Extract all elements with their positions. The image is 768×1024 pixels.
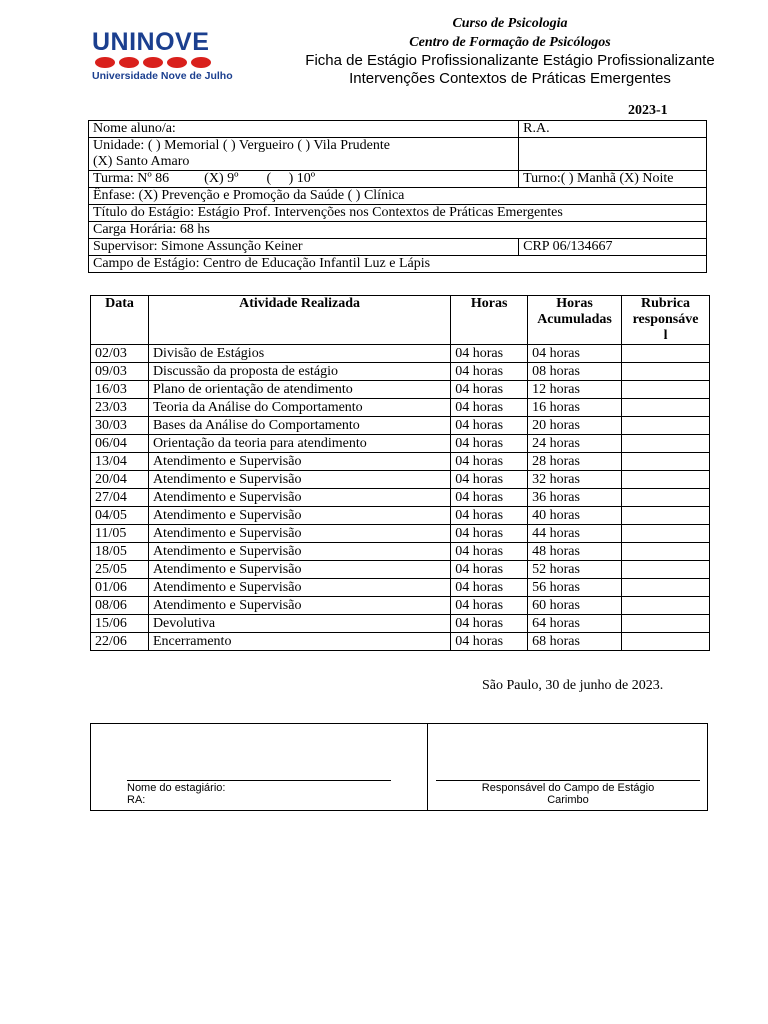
header-date: Data	[91, 296, 149, 345]
activity-cell-rubrica	[622, 417, 710, 435]
activity-cell-atividade: Discussão da proposta de estágio	[148, 363, 450, 381]
empty-cell	[519, 138, 707, 171]
activity-cell-acumuladas: 36 horas	[528, 489, 622, 507]
activity-cell-horas: 04 horas	[451, 507, 528, 525]
activity-cell-atividade: Orientação da teoria para atendimento	[148, 435, 450, 453]
activity-cell-data: 04/05	[91, 507, 149, 525]
logo-dot	[95, 57, 115, 68]
class-cell: Turma: Nº 86 (X) 9º ( ) 10º	[89, 171, 519, 188]
activity-cell-horas: 04 horas	[451, 399, 528, 417]
activity-row	[91, 543, 710, 561]
logo-wordmark: UNINOVE	[92, 28, 210, 56]
signature-box	[90, 723, 708, 811]
internship-title-cell: Título do Estágio: Estágio Prof. Intervenções nos Contextos de Práticas Emergentes	[89, 205, 707, 222]
activity-cell-atividade: Bases da Análise do Comportamento	[148, 417, 450, 435]
student-info-table	[88, 120, 707, 273]
unit-cell	[89, 138, 519, 171]
header-hours: Horas	[451, 296, 528, 345]
activity-cell-atividade: Atendimento e Supervisão	[148, 597, 450, 615]
activity-cell-acumuladas: 68 horas	[528, 633, 622, 651]
activity-cell-horas: 04 horas	[451, 543, 528, 561]
center-title: Centro de Formação de Psicólogos	[409, 35, 611, 50]
activity-cell-atividade: Atendimento e Supervisão	[148, 525, 450, 543]
header-signature: Rubrica responsáve l	[622, 296, 710, 345]
activity-cell-horas: 04 horas	[451, 561, 528, 579]
activity-cell-acumuladas: 44 horas	[528, 525, 622, 543]
unit-selected: (X) Santo Amaro	[93, 154, 190, 169]
activity-cell-rubrica	[622, 363, 710, 381]
activity-cell-rubrica	[622, 543, 710, 561]
uninove-logo	[92, 28, 233, 82]
activity-cell-acumuladas: 48 horas	[528, 543, 622, 561]
unit-options: Unidade: ( ) Memorial ( ) Vergueiro ( ) Vila Prudente	[93, 138, 390, 153]
activity-cell-data: 08/06	[91, 597, 149, 615]
activity-cell-data: 09/03	[91, 363, 149, 381]
activity-row	[91, 633, 710, 651]
activity-row	[91, 507, 710, 525]
activity-cell-horas: 04 horas	[451, 435, 528, 453]
activity-cell-rubrica	[622, 435, 710, 453]
activity-cell-horas: 04 horas	[451, 633, 528, 651]
activity-cell-rubrica	[622, 381, 710, 399]
course-title: Curso de Psicologia	[452, 16, 568, 31]
activity-row	[91, 399, 710, 417]
activity-cell-data: 16/03	[91, 381, 149, 399]
activity-cell-atividade: Atendimento e Supervisão	[148, 471, 450, 489]
activity-cell-data: 01/06	[91, 579, 149, 597]
activity-row	[91, 417, 710, 435]
activity-cell-rubrica	[622, 561, 710, 579]
activity-cell-horas: 04 horas	[451, 471, 528, 489]
activity-cell-atividade: Teoria da Análise do Comportamento	[148, 399, 450, 417]
student-name-cell: Nome aluno/a:	[89, 121, 519, 138]
activity-cell-data: 23/03	[91, 399, 149, 417]
activity-cell-rubrica	[622, 507, 710, 525]
activity-header-row	[91, 296, 710, 345]
activity-cell-rubrica	[622, 579, 710, 597]
activity-cell-horas: 04 horas	[451, 579, 528, 597]
activity-table	[90, 295, 710, 651]
activity-cell-atividade: Devolutiva	[148, 615, 450, 633]
info-row	[89, 188, 707, 205]
activity-cell-rubrica	[622, 597, 710, 615]
activity-cell-acumuladas: 28 horas	[528, 453, 622, 471]
activity-cell-horas: 04 horas	[451, 417, 528, 435]
info-row	[89, 222, 707, 239]
logo-dots	[95, 57, 222, 68]
activity-cell-data: 18/05	[91, 543, 149, 561]
header-activity: Atividade Realizada	[148, 296, 450, 345]
activity-cell-horas: 04 horas	[451, 615, 528, 633]
activity-cell-rubrica	[622, 633, 710, 651]
activity-cell-atividade: Atendimento e Supervisão	[148, 489, 450, 507]
activity-cell-atividade: Atendimento e Supervisão	[148, 579, 450, 597]
activity-row	[91, 345, 710, 363]
activity-cell-acumuladas: 40 horas	[528, 507, 622, 525]
internship-field-cell: Campo de Estágio: Centro de Educação Infantil Luz e Lápis	[89, 256, 707, 273]
activity-row	[91, 363, 710, 381]
activity-cell-acumuladas: 52 horas	[528, 561, 622, 579]
activity-row	[91, 525, 710, 543]
activity-cell-acumuladas: 32 horas	[528, 471, 622, 489]
activity-cell-rubrica	[622, 345, 710, 363]
activity-cell-acumuladas: 16 horas	[528, 399, 622, 417]
activity-cell-atividade: Encerramento	[148, 633, 450, 651]
activity-cell-atividade: Atendimento e Supervisão	[148, 507, 450, 525]
info-row	[89, 138, 707, 171]
activity-row	[91, 561, 710, 579]
activity-cell-rubrica	[622, 471, 710, 489]
activity-cell-atividade: Atendimento e Supervisão	[148, 543, 450, 561]
intern-ra-label: RA:	[127, 794, 146, 806]
emphasis-cell: Ênfase: (X) Prevenção e Promoção da Saúde ( ) Clínica	[89, 188, 707, 205]
crp-cell: CRP 06/134667	[519, 239, 707, 256]
supervisor-cell: Supervisor: Simone Assunção Keiner	[89, 239, 519, 256]
activity-cell-acumuladas: 60 horas	[528, 597, 622, 615]
activity-cell-acumuladas: 24 horas	[528, 435, 622, 453]
activity-cell-data: 30/03	[91, 417, 149, 435]
activity-cell-acumuladas: 04 horas	[528, 345, 622, 363]
activity-cell-atividade: Atendimento e Supervisão	[148, 561, 450, 579]
form-title: Ficha de Estágio Profissionalizante Estágio Profissionalizante	[305, 52, 715, 69]
activity-body	[91, 345, 710, 651]
activity-cell-horas: 04 horas	[451, 345, 528, 363]
logo-subtitle: Universidade Nove de Julho	[92, 70, 233, 82]
activity-cell-data: 13/04	[91, 453, 149, 471]
activity-row	[91, 597, 710, 615]
activity-cell-acumuladas: 12 horas	[528, 381, 622, 399]
field-responsible-label: Responsável do Campo de Estágio	[481, 782, 655, 794]
activity-cell-horas: 04 horas	[451, 597, 528, 615]
activity-cell-horas: 04 horas	[451, 381, 528, 399]
activity-cell-acumuladas: 64 horas	[528, 615, 622, 633]
activity-cell-data: 02/03	[91, 345, 149, 363]
activity-cell-horas: 04 horas	[451, 489, 528, 507]
activity-cell-rubrica	[622, 489, 710, 507]
logo-dot	[119, 57, 139, 68]
ra-cell: R.A.	[519, 121, 707, 138]
activity-cell-horas: 04 horas	[451, 363, 528, 381]
activity-cell-atividade: Divisão de Estágios	[148, 345, 450, 363]
semester-label: 2023-1	[628, 103, 668, 118]
activity-row	[91, 489, 710, 507]
activity-cell-data: 25/05	[91, 561, 149, 579]
activity-row	[91, 615, 710, 633]
info-row	[89, 205, 707, 222]
workload-cell: Carga Horária: 68 hs	[89, 222, 707, 239]
logo-dot	[167, 57, 187, 68]
place-date: São Paulo, 30 de junho de 2023.	[482, 678, 664, 693]
info-row	[89, 121, 707, 138]
activity-cell-acumuladas: 08 horas	[528, 363, 622, 381]
activity-cell-rubrica	[622, 525, 710, 543]
activity-cell-data: 15/06	[91, 615, 149, 633]
stamp-label: Carimbo	[547, 794, 589, 806]
shift-cell: Turno:( ) Manhã (X) Noite	[519, 171, 707, 188]
activity-cell-data: 06/04	[91, 435, 149, 453]
signature-divider	[427, 724, 428, 810]
activity-cell-data: 22/06	[91, 633, 149, 651]
activity-row	[91, 435, 710, 453]
info-row	[89, 171, 707, 188]
form-subtitle: Intervenções Contextos de Práticas Emergentes	[349, 70, 671, 87]
header-accumulated: Horas Acumuladas	[528, 296, 622, 345]
activity-cell-data: 11/05	[91, 525, 149, 543]
activity-cell-atividade: Plano de orientação de atendimento	[148, 381, 450, 399]
activity-row	[91, 381, 710, 399]
logo-dot	[191, 57, 211, 68]
activity-cell-data: 20/04	[91, 471, 149, 489]
activity-cell-rubrica	[622, 615, 710, 633]
activity-cell-rubrica	[622, 453, 710, 471]
intern-signature-line	[127, 780, 391, 781]
activity-row	[91, 471, 710, 489]
activity-cell-acumuladas: 56 horas	[528, 579, 622, 597]
activity-cell-data: 27/04	[91, 489, 149, 507]
supervisor-signature-line	[436, 780, 700, 781]
activity-row	[91, 579, 710, 597]
logo-dot	[143, 57, 163, 68]
intern-name-label: Nome do estagiário:	[127, 782, 226, 794]
info-row	[89, 256, 707, 273]
info-row	[89, 239, 707, 256]
activity-cell-atividade: Atendimento e Supervisão	[148, 453, 450, 471]
activity-cell-acumuladas: 20 horas	[528, 417, 622, 435]
activity-cell-horas: 04 horas	[451, 525, 528, 543]
activity-row	[91, 453, 710, 471]
activity-cell-rubrica	[622, 399, 710, 417]
activity-cell-horas: 04 horas	[451, 453, 528, 471]
